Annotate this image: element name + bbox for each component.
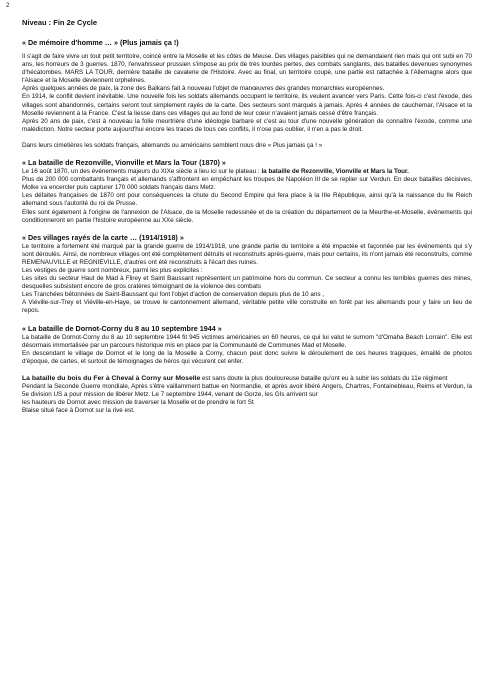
paragraph: Pendant la Seconde Guerre mondiale, Après s'être vaillamment battue en Normandie, et après avoir libéré Angers, Chartres, Fontainebleau, Reims et Verdun, la 5e division US a pour mission de libérer Metz. Le 7 septembre 1944, venant de Gorze, les GIs arrivent sur [22,383,472,399]
paragraph: Dans leurs cimetières les soldats français, allemands ou américains semblent nous dire « Plus jamais ça ! » [22,141,323,149]
paragraph: Les vestiges de guerre sont nombreux, parmi les plus explicites : [22,266,203,274]
paragraph: Blaise situé face à Dornot sur la rive est. [22,407,135,415]
paragraph: Les sites du secteur Haut de Mad à Flirey et Saint Baussant représentent un patrimoine hors du commun. Ce secteur a connu les terribles guerres des mines, desquelles subsistent encore de gros cratères témoignant de la violence des combats [22,275,472,291]
paragraph: En 1914, le conflit devient inévitable. Une nouvelle fois les soldats allemands occupent le territoire, ils veulent avancer vers Paris. Cette fois-ci c'est l'exode, des villages sont abandonnés, certains seront tout simplement rayés de la carte. Des secteurs sont marqués à jamais. Après 4 années de cauchemar, l'Alsace et la Moselle reviennent à la France. C'est la liesse dans ces villages qui au fond de leur cœur n'avaient jamais cessé d'être français. [22,93,472,117]
paragraph: Il s'agit de faire vivre un tout petit territoire, coincé entre la Moselle et les côtes de Meuse. Des villages paisibles qui ne demandaient rien mais qui ont subi en 70 ans, les horreurs de 3 guerres. 1870, l'envahisseur prussien s'impose au prix de très lourdes pertes, des combats sanglants, des batailles devenues synonymes d'hécatombes. MARS LA TOUR, dernière bataille de cavalerie de l'Histoire. Avec au final, un territoire coupé, une partie est rattachée à l'Allemagne alors que l'Alsace et la Moselle deviennent orphelines. [22,53,472,85]
section-title-bold: La bataille du bois du Fer à Cheval à Corny sur Moselle [22,374,201,382]
paragraph: Elles sont également à l'origine de l'annexion de l'Alsace, de la Moselle redessinée et de la création du département de la Meurthe-et-Moselle, événements qui conditionneront en partie l'histoire européenne au XXe siècle. [22,208,472,224]
document-body [22,38,472,415]
lead-text: Le 16 août 1870, un des événements majeurs du XIXe siècle a lieu ici sur le plateau : [22,168,262,176]
paragraph: les hauteurs de Dornot avec mission de traverser la Moselle et de prendre le fort St [22,399,254,407]
paragraph: La bataille de Dornot-Corny du 8 au 10 septembre 1944 fit 945 victimes américaines en 60 heures, ce qui lui valut le surnom "d'Omaha Beach Lorrain". Elle est désormais immortalisée par un parcours historique mis en place par la Communauté de Communes Mad et Moselle. [22,333,472,349]
paragraph: En descendant le village de Dornot et le long de la Moselle à Corny, chacun peut donc suivre le déroulement de ces heures tragiques, émaillé de photos d'époque, de cartes, et surtout de témoignages de héros qui vécurent cet enfer. [22,349,472,365]
paragraph: Les Tranchées bétonnées de Saint-Baussant qui font l'objet d'action de conservation depuis plus de 10 ans , [22,291,325,299]
section-title-dornot-corny: « La bataille de Dornot-Corny du 8 au 10 septembre 1944 » [22,323,222,333]
section-title-rest: est sans doute la plus douloureuse bataille qu'ont eu à subir les soldats du 11e régiment [200,374,448,382]
section-title-rezonville: « La bataille de Rezonville, Vionville et Mars la Tour (1870) » [22,158,226,168]
section-title-memoire: « De mémoire d'homme … » (Plus jamais ça !) [22,38,179,47]
section-title-fer-a-cheval [22,374,472,383]
lead-bold-text: la bataille de Rezonville, Vionville et Mars la Tour. [261,168,409,176]
page-number: 2 [6,3,10,9]
paragraph: Après 20 ans de paix, c'est à nouveau la folie meurtrière d'une idéologie barbare et c'est au tour d'une nouvelle génération de connaître l'exode, comme une malédiction. Notre secteur porte aujourd'hui encore les traces de tous ces conflits, il n'ose pas oublier, il n'en a pas le droit. [22,117,472,133]
paragraph [22,168,472,176]
paragraph: Après quelques années de paix, la zone des Balkans fait à nouveau l'objet de manœuvres des grandes monarchies européennes. [22,85,385,93]
section-title-villages: « Des villages rayés de la carte … (1914/1918) » [22,232,184,242]
paragraph: Les défaites françaises de 1870 ont pour conséquences la chute du Second Empire qui fera place à la IIIe République, ainsi qu'à la naissance du IIe Reich allemand sous l'autorité du roi de Prusse. [22,192,472,208]
paragraph: A Viéville-sur-Trey et Viéville-en-Haye, se trouve le cantonnement allemand, véritable petite ville construite en forêt par les allemands pour y faire un lieu de repos. [22,299,472,315]
level-heading: Niveau : Fin 2e Cycle [22,18,98,27]
paragraph: Plus de 200 000 combattants français et allemands s'affrontent en empêchant les troupes de Napoléon III de se replier sur Verdun. En deux batailles décisives, Molke va encercler puis capturer 170 000 soldats français dans Metz. [22,176,472,192]
paragraph: Le territoire a fortement été marqué par la grande guerre de 1914/1918, une grande partie du territoire a été impactée et façonnée par les événements qui s'y sont déroulés. Ainsi, de nombreux villages ont été complètement détruits et reconstruits après-guerre, mais pour certains, ils n'ont jamais été reconstruits, comme REMENAUVILLE et REGNIEVILLE, d'autres ont été reconstruits à l'écart des ruines. [22,242,472,266]
